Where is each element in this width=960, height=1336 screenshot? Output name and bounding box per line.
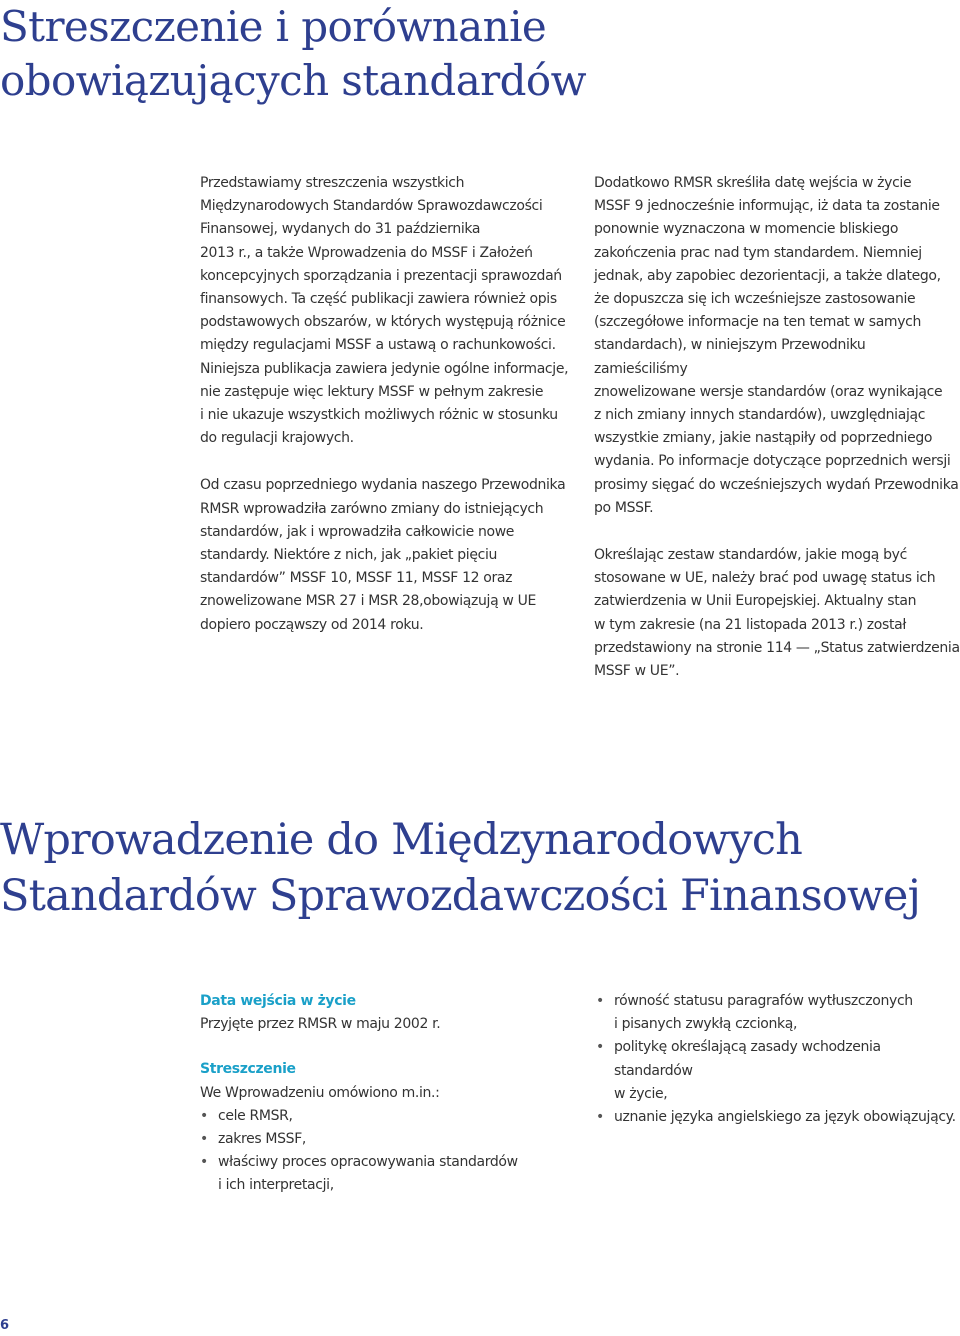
text-column-right bbox=[594, 172, 960, 683]
title-line: Standardów Sprawozdawczości Finansowej bbox=[0, 871, 921, 921]
summary-intro-text: We Wprowadzeniu omówiono m.in.: bbox=[200, 1084, 440, 1101]
paragraph: Przedstawiamy streszczenia wszystkich Międzynarodowych Standardów Sprawozdawczości Finansowej, wydanych do 31 października 2013 r., a także Wprowadzenia do MSSF i Założeń koncepcyjnych sporządzania i prezentacji sprawozdań finansowych. Ta część publikacji zawiera również opis podstawowych obszarów, w których występują różnice między regulacjami MSSF a ustawą o rachunkowości. Niniejsza publikacja zawiera jedynie ogólne informacje, nie zastępuje więc lektury MSSF w pełnym zakresie i nie ukazuje wszystkich możliwych różnic w stosunku do regulacji krajowych. bbox=[200, 175, 569, 447]
bullet-list bbox=[200, 1105, 580, 1198]
list-item: • uznanie języka angielskiego za język obowiązujący. bbox=[596, 1106, 960, 1129]
paragraph: Dodatkowo RMSR skreśliła datę wejścia w życie MSSF 9 jednocześnie informując, iż data ta zostanie ponownie wyznaczona w momencie bliskiego zakończenia prac nad tym standardem. Niemniej jednak, aby zapobiec dezorientacji, a także dlatego, że dopuszcza się ich wcześniejsze zastosowanie (szczegółowe informacje na ten temat w samych standardach), w niniejszym Przewodniku zamieściliśmy znowelizowane wersje standardów (oraz wynikające z nich zmiany innych standardów), uwzględniając wszystkie zmiany, jakie nastąpiły od poprzedniego wydania. Po informacje dotyczące poprzednich wersji prosimy sięgać do wcześniejszych wydań Przewodnika po MSSF. bbox=[594, 175, 959, 516]
text-column-left bbox=[200, 172, 600, 637]
list-item: • zakres MSSF, bbox=[200, 1128, 580, 1151]
title-line: obowiązujących standardów bbox=[0, 56, 586, 105]
section-title-summary bbox=[0, 0, 586, 108]
intro-column-left bbox=[200, 990, 580, 1198]
list-item: • równość statusu paragrafów wytłuszczonych i pisanych zwykłą czcionką, bbox=[596, 990, 960, 1036]
section-title-introduction bbox=[0, 812, 920, 924]
subheading-effective-date: Data wejścia w życie bbox=[200, 993, 356, 1009]
paragraph: Od czasu poprzedniego wydania naszego Przewodnika RMSR wprowadziła zarówno zmiany do istniejących standardów, jak i wprowadziła całkowicie nowe standardy. Niektóre z nich, jak „pakiet pięciu standardów” MSSF 10, MSSF 11, MSSF 12 oraz znowelizowane MSR 27 i MSR 28,obowiązują w UE dopiero począwszy od 2014 roku. bbox=[200, 477, 566, 633]
list-item: • cele RMSR, bbox=[200, 1105, 580, 1128]
effective-date-text: Przyjęte przez RMSR w maju 2002 r. bbox=[200, 1016, 441, 1033]
title-line: Streszczenie i porównanie bbox=[0, 2, 547, 51]
intro-column-right bbox=[596, 990, 960, 1129]
title-line: Wprowadzenie do Międzynarodowych bbox=[0, 815, 803, 865]
page-number: 6 bbox=[0, 1318, 10, 1333]
bullet-list bbox=[596, 990, 960, 1129]
subheading-summary: Streszczenie bbox=[200, 1061, 296, 1078]
paragraph: Określając zestaw standardów, jakie mogą być stosowane w UE, należy brać pod uwagę status ich zatwierdzenia w Unii Europejskiej. Aktualny stan w tym zakresie (na 21 listopada 2013 r.) został przedstawiony na stronie 114 — „Status zatwierdzenia MSSF w UE”. bbox=[594, 547, 960, 680]
list-item: • politykę określającą zasady wchodzenia standardów w życie, bbox=[596, 1036, 960, 1106]
list-item: • właściwy proces opracowywania standardów i ich interpretacji, bbox=[200, 1151, 580, 1197]
